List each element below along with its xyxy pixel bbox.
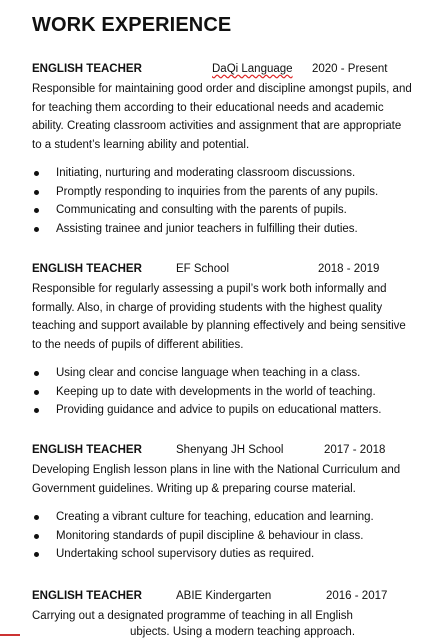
section-title: WORK EXPERIENCE	[32, 14, 232, 36]
job-organization: ABIE Kindergarten	[176, 590, 272, 602]
job-bullets	[32, 364, 412, 420]
job-organization: Shenyang JH School	[176, 444, 284, 456]
bullet-text: Keeping up to date with developments in the world of teaching.	[56, 385, 376, 398]
bullet-icon	[34, 534, 39, 539]
bullet-icon	[34, 552, 39, 557]
job-dates: 2016 - 2017	[326, 590, 388, 602]
bullet-icon	[34, 227, 39, 232]
job-header	[32, 63, 412, 80]
job-title: ENGLISH TEACHER	[32, 263, 142, 275]
job-dates: 2020 - Present	[312, 63, 388, 75]
list-item	[32, 183, 412, 202]
job-organization-name: DaQi Language	[212, 63, 293, 75]
job-title: ENGLISH TEACHER	[32, 590, 142, 602]
bullet-text: Communicating and consulting with the parents of pupils.	[56, 204, 347, 216]
job-bullets	[32, 164, 412, 238]
job-header	[32, 590, 412, 607]
job-title: ENGLISH TEACHER	[32, 63, 142, 75]
bullet-text: Using clear and concise language when teaching in a class.	[56, 367, 361, 379]
clipped-line	[0, 634, 20, 636]
job-organization: EF School	[176, 263, 230, 275]
list-item	[32, 364, 412, 383]
job-header	[32, 263, 412, 280]
job-entry	[32, 590, 412, 626]
bullet-icon	[34, 171, 39, 176]
job-bullets	[32, 508, 412, 564]
bullet-text: Initiating, nurturing and moderating classroom discussions.	[56, 167, 356, 179]
job-header	[32, 444, 412, 461]
bullet-text: Promptly responding to inquiries from the parents of any pupils.	[56, 185, 379, 198]
bullet-text: Undertaking school supervisory duties as required.	[56, 548, 315, 560]
job-entry	[32, 63, 412, 238]
list-item	[32, 164, 412, 183]
list-item	[32, 383, 412, 402]
job-title: ENGLISH TEACHER	[32, 444, 142, 456]
bullet-icon	[34, 208, 39, 213]
bullet-icon	[34, 390, 39, 395]
bullet-icon	[34, 515, 39, 520]
job-entry	[32, 444, 412, 564]
bullet-icon	[34, 190, 39, 195]
job-dates: 2017 - 2018	[324, 444, 386, 456]
job-dates: 2018 - 2019	[318, 263, 380, 275]
job-entry	[32, 263, 412, 420]
bullet-text: Creating a vibrant culture for teaching, education and learning.	[56, 511, 374, 523]
bullet-icon	[34, 408, 39, 413]
list-item	[32, 201, 412, 220]
job-organization	[212, 63, 293, 75]
bullet-text: Monitoring standards of pupil discipline & behaviour in class.	[56, 529, 364, 542]
bullet-text: Assisting trainee and junior teachers in fulfilling their duties.	[56, 222, 358, 235]
list-item	[32, 527, 412, 546]
list-item	[32, 508, 412, 527]
bullet-icon	[34, 371, 39, 376]
job-description: Developing English lesson plans in line with the National Curriculum and Government guidelines. Writing up & preparing course material.	[32, 464, 401, 495]
job-description: Carrying out a designated programme of teaching in all English	[32, 610, 353, 622]
job-description: Responsible for maintaining good order and discipline amongst pupils, and for teaching them according to their educational needs and academic ability. Creating classroom activities and assignment that are appropriate to a student’s learning ability and potential.	[32, 83, 412, 151]
list-item	[32, 545, 412, 564]
clipped-text: ubjects. Using a modern teaching approach.	[130, 626, 356, 638]
job-description: Responsible for regularly assessing a pupil’s work both informally and formally. Also, in charge of providing students with the highest quality teaching and support available by planning effectively and being sensitive to the needs of pupils of different abilities.	[32, 283, 406, 351]
list-item	[32, 220, 412, 239]
list-item	[32, 401, 412, 420]
bullet-text: Providing guidance and advice to pupils on educational matters.	[56, 404, 382, 416]
